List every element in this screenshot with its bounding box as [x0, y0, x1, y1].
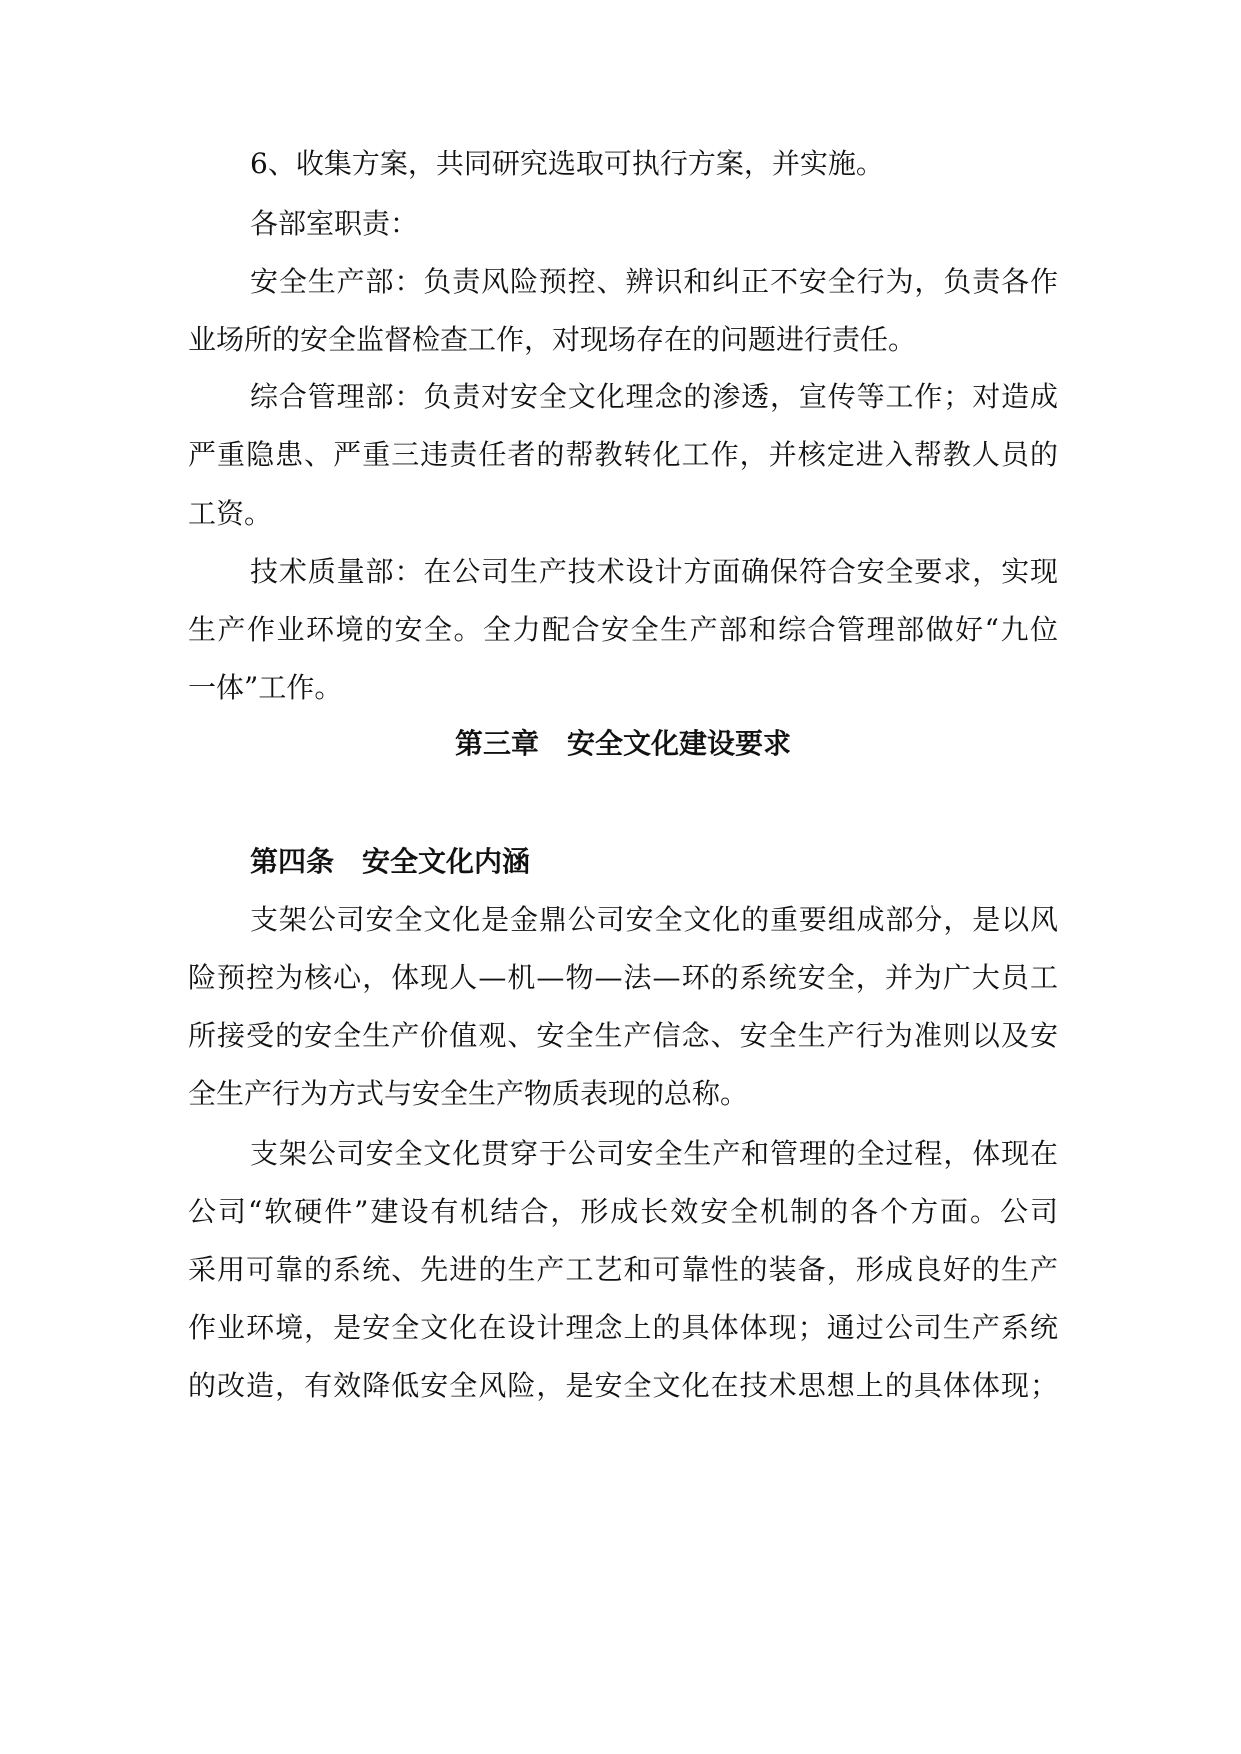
- chapter-title: 第三章 安全文化建设要求: [454, 727, 791, 760]
- tech-dept-line-2: 生产作业环境的安全。全力配合安全生产部和综合管理部做好“九位: [188, 613, 1058, 646]
- para1-line-2: 险预控为核心，体现人—机—物—法—环的系统安全，并为广大员工: [188, 961, 1058, 994]
- para2-line-5: 的改造，有效降低安全风险，是安全文化在技术思想上的具体体现；: [188, 1369, 1058, 1402]
- item-6: 6、收集方案，共同研究选取可执行方案，并实施。: [250, 147, 884, 180]
- para2-line-1: 支架公司安全文化贯穿于公司安全生产和管理的全过程，体现在: [250, 1137, 1058, 1170]
- para1-line-1: 支架公司安全文化是金鼎公司安全文化的重要组成部分，是以风: [250, 903, 1058, 936]
- para2-line-3: 采用可靠的系统、先进的生产工艺和可靠性的装备，形成良好的生产: [188, 1253, 1058, 1286]
- para1-line-3: 所接受的安全生产价值观、安全生产信念、安全生产行为准则以及安: [188, 1019, 1058, 1052]
- safety-dept-line-2: 业场所的安全监督检查工作，对现场存在的问题进行责任。: [188, 323, 917, 356]
- tech-dept-line-3: 一体”工作。: [188, 671, 343, 704]
- admin-dept-line-3: 工资。: [188, 497, 273, 530]
- dept-heading: 各部室职责：: [250, 207, 419, 240]
- safety-dept-line-1: 安全生产部：负责风险预控、辨识和纠正不安全行为，负责各作: [250, 265, 1058, 298]
- para2-line-4: 作业环境，是安全文化在设计理念上的具体体现；通过公司生产系统: [188, 1311, 1058, 1344]
- admin-dept-line-2: 严重隐患、严重三违责任者的帮教转化工作，并核定进入帮教人员的: [188, 438, 1058, 471]
- tech-dept-line-1: 技术质量部：在公司生产技术设计方面确保符合安全要求，实现: [250, 555, 1058, 588]
- article-title: 第四条 安全文化内涵: [250, 845, 531, 878]
- para2-line-2: 公司“软硬件”建设有机结合，形成长效安全机制的各个方面。公司: [188, 1195, 1058, 1228]
- para1-line-4: 全生产行为方式与安全生产物质表现的总称。: [188, 1077, 749, 1110]
- admin-dept-line-1: 综合管理部：负责对安全文化理念的渗透，宣传等工作；对造成: [250, 380, 1058, 413]
